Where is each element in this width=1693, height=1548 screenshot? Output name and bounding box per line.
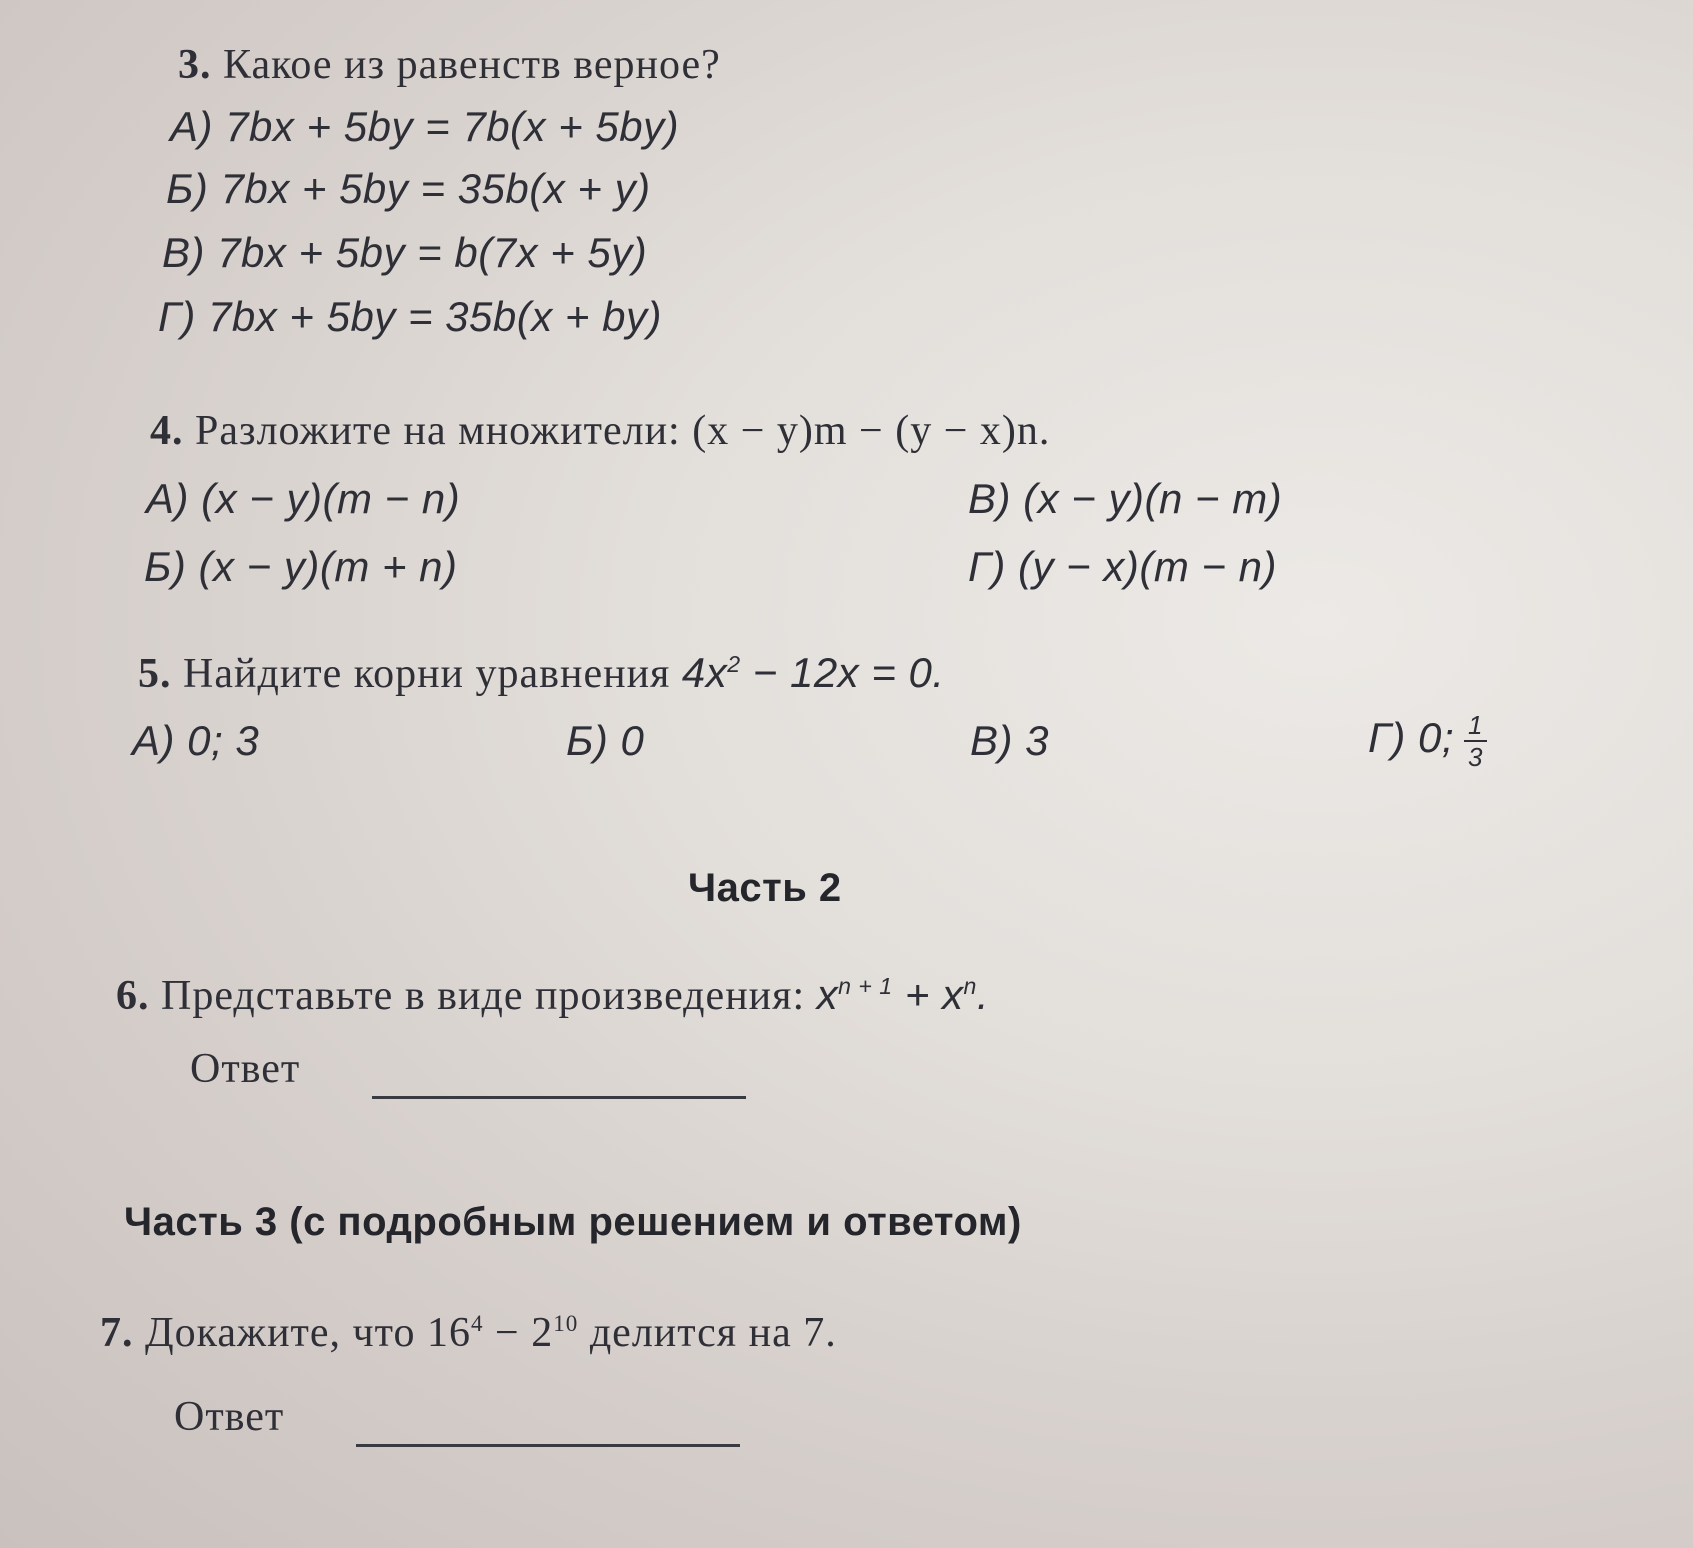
q4-number: 4. [150, 408, 184, 454]
q5-equation [682, 649, 945, 696]
part-2-heading: Часть 2 [688, 866, 842, 910]
q5-equation-rest: − 12x = 0. [740, 649, 945, 696]
q6-answer-label: Ответ [190, 1046, 301, 1092]
q4-option-a: А) (x − y)(m − n) [146, 475, 461, 522]
q3-option-a: А) 7bx + 5by = 7b(x + 5by) [170, 103, 680, 150]
q3-number: 3. [178, 42, 212, 88]
q3-option-b: Б) 7bx + 5by = 35b(x + y) [166, 165, 651, 212]
q7-answer-label: Ответ [174, 1394, 285, 1440]
part-3-heading: Часть 3 (с подробным решением и ответом) [124, 1200, 1022, 1244]
fraction-numerator: 1 [1464, 712, 1487, 742]
q5-equation-exponent: 2 [727, 651, 741, 677]
q6-title [116, 972, 989, 1019]
q7-text-after: делится на 7. [578, 1310, 837, 1356]
q4-option-b: Б) (x − y)(m + n) [144, 543, 458, 590]
q5-option-g-fraction [1464, 712, 1487, 770]
q4-option-v: В) (x − y)(n − m) [968, 475, 1283, 522]
q6-question: Представьте в виде произведения: [161, 973, 806, 1019]
q6-term1-base: x [816, 971, 839, 1018]
q6-plus: + [892, 971, 943, 1018]
q4-question: Разложите на множители: (x − y)m − (y − x)n. [195, 408, 1051, 454]
q6-end: . [976, 971, 990, 1018]
q6-number: 6. [116, 973, 150, 1019]
q3-option-g: Г) 7bx + 5by = 35b(x + by) [158, 293, 662, 340]
q7-exponent-2: 10 [553, 1310, 579, 1336]
q5-option-v: В) 3 [970, 717, 1050, 764]
q5-option-b: Б) 0 [566, 717, 645, 764]
q4-option-g: Г) (y − x)(m − n) [968, 543, 1278, 590]
fraction-denominator: 3 [1468, 742, 1483, 772]
q6-term2-exponent: n [963, 973, 977, 999]
q5-question: Найдите корни уравнения [183, 651, 671, 697]
q7-middle: − 2 [483, 1310, 554, 1356]
q5-number: 5. [138, 651, 172, 697]
q5-title [138, 650, 945, 697]
q3-question: Какое из равенств верное? [223, 42, 721, 88]
q5-option-g-prefix: Г) 0; [1368, 714, 1455, 762]
q6-answer-line[interactable] [372, 1096, 746, 1099]
q4-title [150, 408, 1050, 454]
q7-exponent-1: 4 [470, 1310, 484, 1336]
q7-text-before: Докажите, что 16 [145, 1310, 471, 1356]
q7-number: 7. [100, 1310, 134, 1356]
q5-option-g [1368, 712, 1487, 770]
q7-title [100, 1310, 837, 1356]
q3-option-v: В) 7bx + 5by = b(7x + 5y) [162, 229, 648, 276]
q6-expression [817, 971, 989, 1018]
q7-answer-line[interactable] [356, 1444, 740, 1447]
q5-option-a: А) 0; 3 [132, 717, 260, 764]
q3-title [178, 42, 721, 88]
q6-term2-base: x [942, 971, 964, 1018]
q6-term1-exponent: n + 1 [838, 973, 893, 999]
q5-equation-base: 4x [681, 649, 728, 696]
